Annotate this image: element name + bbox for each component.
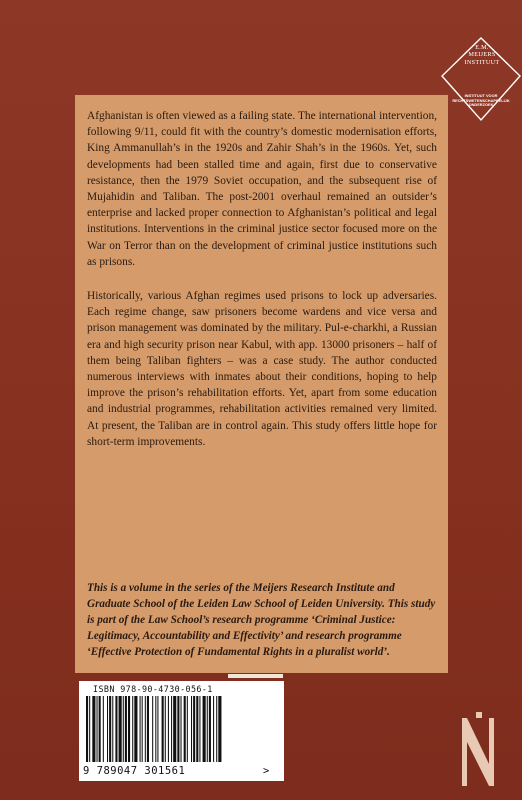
isbn-label: ISBN 978-90-4730-056-1: [93, 684, 213, 694]
blurb-paragraph-1: Afghanistan is often viewed as a failing state. The international intervention, following 9/11, could fit with the country’s domestic modernisation efforts, King Ammanullah’s in the 1920s and Zahir Shah’s in the 1960s. Yet, such developments had been stalled time and again, first due to conservative resistance, then the 1979 Soviet occupation, and the subsequent rise of Mujahidin and Taliban. The post-2001 overhaul remained an outsider’s enterprise and lacked proper connection to Afghanistan’s political and legal institutions. Interventions in the criminal justice sector focused more on the War on Terror than on the development of criminal justice institutions such as prisons.: [87, 110, 437, 268]
publisher-figure-icon: [456, 712, 498, 792]
institute-logo-subtitle: [440, 94, 522, 108]
panel-tab: [228, 674, 283, 678]
logo-sub-line-3: ONDERZOEK: [468, 102, 494, 108]
logo-line-2: MEIJERS: [468, 51, 496, 59]
institute-logo-text: [443, 44, 521, 66]
logo-line-3: INSTITUUT: [464, 58, 500, 66]
blurb-paragraph-2: Historically, various Afghan regimes used prisons to lock up adversaries. Each regime change, saw prisoners become wardens and vice versa and prison management was dominated by the military. Pul-e-charkhi, a Russian era and high security prison near Kabul, with app. 13000 prisoners – half of them being Taliban fighters – was a case study. The author conducted numerous interviews with inmates about their conditions, hoping to help improve the prison’s rehabilitation efforts. Yet, apart from some education and industrial programmes, rehabilitation activities remained very limited. At present, the Taliban are in control again. This study offers little hope for short-term improvements.: [87, 290, 437, 448]
logo-line-1: E.M.: [475, 44, 489, 51]
barcode-arrow: >: [263, 765, 270, 777]
barcode-icon: [86, 696, 271, 764]
series-note: This is a volume in the series of the Meijers Research Institute and Graduate School of the Leiden Law School of Leiden University. This study is part of the Law School’s research programme ‘Criminal Justice: Legitimacy, Accountability and Effectivity’ and research programme ‘Effective Protection of Fundamental Rights in a pluralist world’.: [87, 582, 436, 658]
barcode-digits: 9 789047 301561: [83, 765, 186, 777]
logo-sub-line-2: RECHTSWETENSCHAPPELIJK: [452, 97, 510, 103]
logo-sub-line-1: INSTITUUT VOOR: [464, 93, 498, 98]
blurb-text: [87, 108, 437, 468]
